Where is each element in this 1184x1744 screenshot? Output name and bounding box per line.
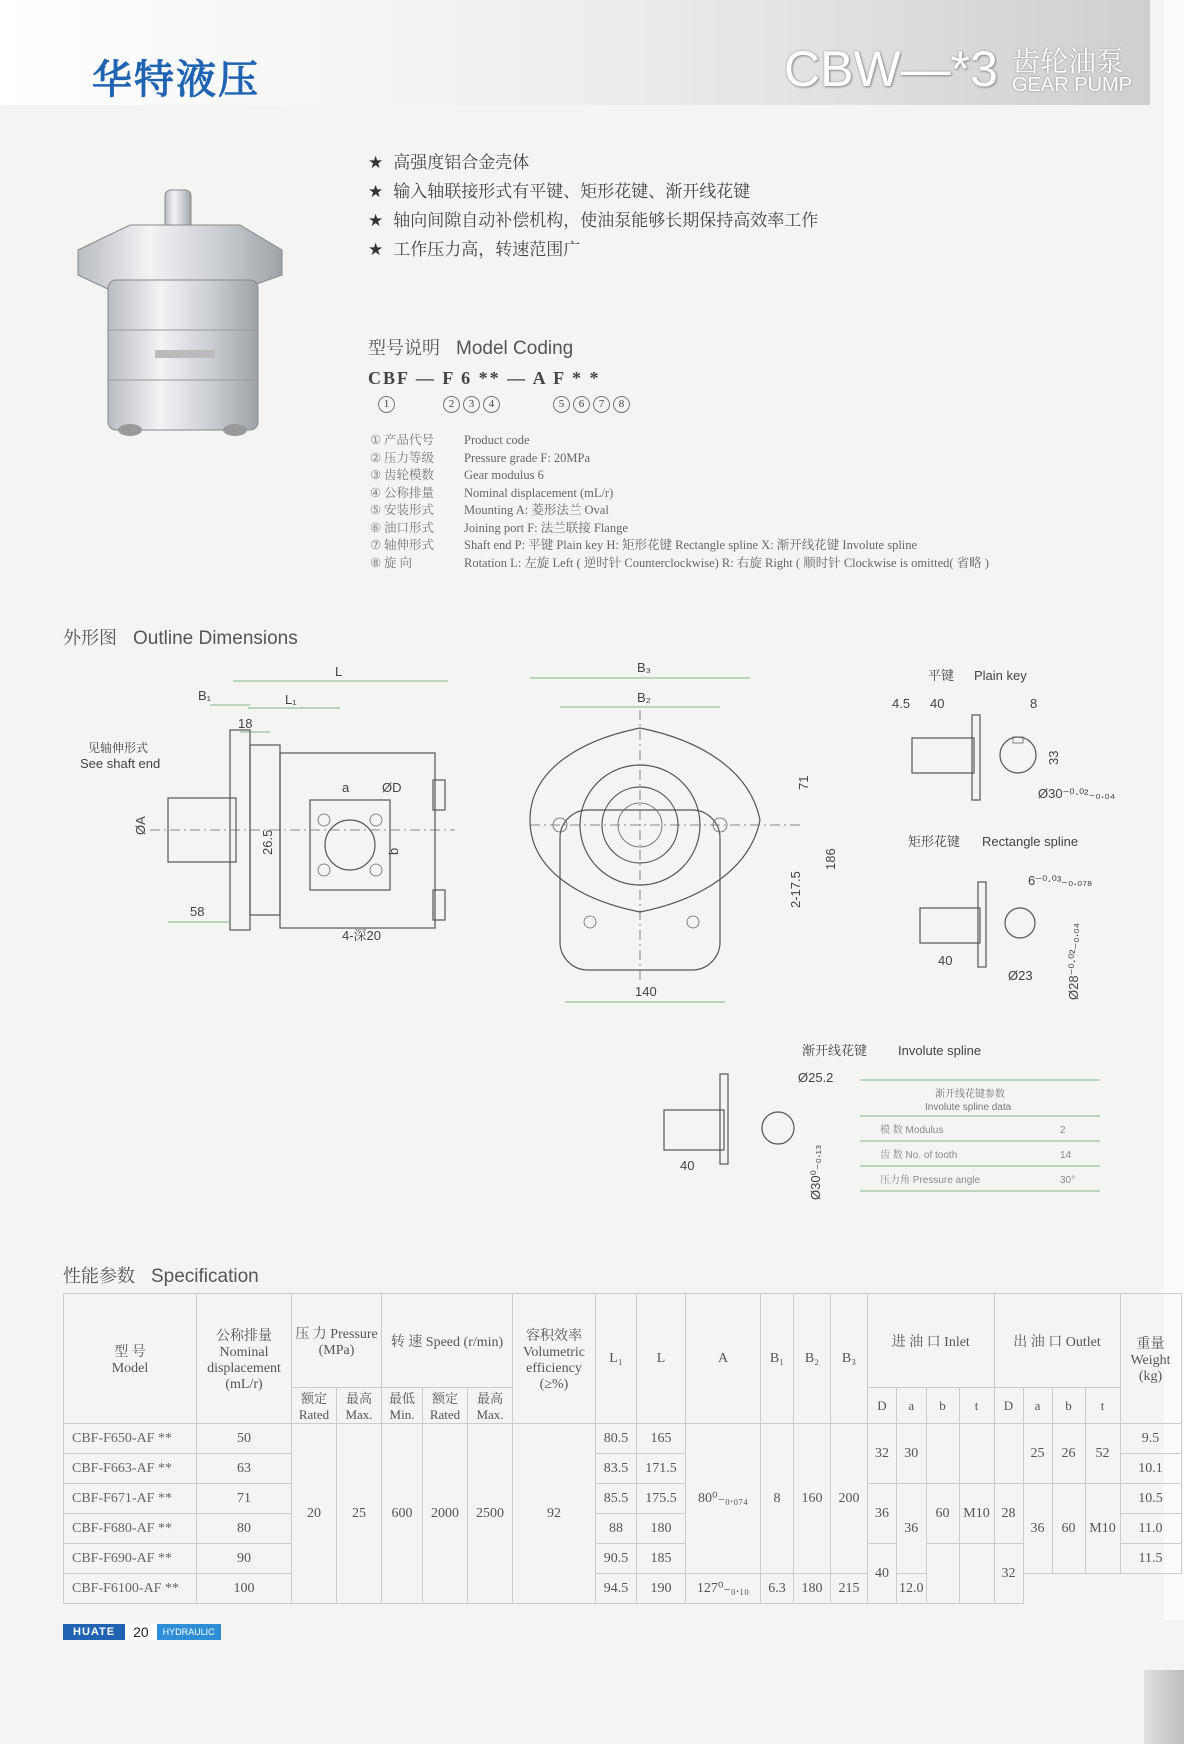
hdr-port: t [959, 1388, 994, 1424]
dim-plain-30: Ø30⁻⁰·⁰²₋₀.₀₄ [1038, 786, 1116, 801]
hdr-port: a [1023, 1388, 1052, 1424]
footer-brand: HUATE [63, 1624, 125, 1640]
dim-58: 58 [190, 904, 205, 919]
plain-key-cn: 平键 [928, 669, 955, 684]
hdr-B1: B₁ [761, 1294, 794, 1424]
involute-row-label: 模 数 Modulus [880, 1125, 944, 1136]
dim-rect-28: Ø28⁻⁰·⁰²₋₀.₀₄ [1066, 922, 1081, 1000]
involute-table-title-en: Involute spline data [925, 1102, 1012, 1113]
dim-2-17-5: 2-17.5 [788, 871, 803, 908]
see-shaft-en: See shaft end [80, 756, 161, 771]
hdr-sub: 额定 Rated [423, 1388, 468, 1424]
involute-cn: 渐开线花键 [802, 1044, 868, 1059]
involute-row-value: 14 [1060, 1150, 1072, 1161]
hdr-B3: B₃ [831, 1294, 868, 1424]
dim-140: 140 [635, 984, 657, 999]
feature-item: ★ 输入轴联接形式有平键、矩形花键、渐开线花键 [368, 182, 751, 201]
page-footer [63, 1623, 221, 1641]
feature-item: ★ 轴向间隙自动补偿机构，使油泵能够长期保持高效率工作 [368, 211, 819, 230]
star-icon: ★ [368, 240, 384, 259]
hdr-sub: 最高 Max. [337, 1388, 382, 1424]
dim-26-5: 26.5 [260, 829, 275, 855]
outline-title: 外形图 Outline Dimensions [63, 628, 298, 649]
side-view [80, 664, 455, 943]
dim-plain-33: 33 [1046, 750, 1061, 765]
feature-item: ★ 工作压力高，转速范围广 [368, 240, 581, 259]
code-legend-item: ③ 齿轮模数 Gear modulus 6 [370, 468, 544, 482]
model-title: CBW—*3 [784, 41, 998, 97]
see-shaft-cn: 见轴伸形式 [88, 741, 149, 755]
code-legend-item: ① 产品代号 Product code [370, 433, 530, 447]
table-row: CBF-F690-AF ** 90 90.5 185 40 32 11.5 [64, 1544, 1182, 1574]
code-legend-item: ⑤ 安装形式 Mounting A: 菱形法兰 Oval [370, 503, 609, 517]
product-title-cn: 齿轮油泵 [1012, 45, 1125, 78]
feature-list [368, 148, 818, 264]
table-row: CBF-F650-AF ** 50 20 25 600 2000 2500 92 80.5 165 80⁰₋₀.₀₇₄ 8 160 200 32 30 25 26 52 9.5 [64, 1424, 1182, 1454]
hdr-port: b [926, 1388, 959, 1424]
code-legend-item: ⑧ 旋 向 Rotation L: 左旋 Left ( 逆时针 Counterclockwise) R: 右旋 Right ( 顺时针 Clockwise is omitted( 省略 ) [370, 555, 989, 570]
hdr-port: t [1085, 1388, 1120, 1424]
hdr-inlet: 进 油 口 Inlet [868, 1294, 995, 1388]
plain-key-en: Plain key [974, 668, 1027, 683]
code-legend-item: ② 压力等级 Pressure grade F: 20MPa [370, 450, 591, 465]
page-number: 20 [125, 1624, 157, 1640]
dim-plain-4-5: 4.5 [892, 696, 911, 711]
table-row: CBF-F6100-AF ** 100 94.5 190 127⁰₋₀.₁₀ 6.3 180 215 12.0 [64, 1574, 1182, 1604]
dim-B3: B₃ [637, 660, 651, 675]
feature-item: ★ 高强度铝合金壳体 [368, 153, 530, 172]
code-legend-item: ⑦ 轴伸形式 Shaft end P: 平键 Plain key H: 矩形花键 Rectangle spline X: 渐开线花键 Involute spline [370, 538, 918, 552]
dim-18: 18 [238, 716, 253, 731]
hdr-weight: 重量 Weight (kg) [1120, 1294, 1181, 1424]
involute-row-label: 齿 数 No. of tooth [880, 1150, 958, 1161]
involute-table-title-cn: 渐开线花键参数 [935, 1089, 1005, 1100]
hdr-speed: 转 速 Speed (r/min) [382, 1294, 513, 1388]
rect-spline-detail [908, 834, 1092, 1000]
hdr-outlet: 出 油 口 Outlet [994, 1294, 1120, 1388]
dim-rect-23: Ø23 [1008, 968, 1033, 983]
table-row: CBF-F671-AF ** 71 85.5 175.5 36 36 60 M10 28 36 60 M10 10.5 [64, 1484, 1182, 1514]
hdr-L1: L₁ [596, 1294, 637, 1424]
table-row: CBF-F680-AF ** 80 88 180 11.0 [64, 1514, 1182, 1544]
star-icon: ★ [368, 182, 384, 201]
hdr-sub: 最低 Min. [382, 1388, 423, 1424]
hdr-eff: 容积效率 Volumetric efficiency (≥%) [513, 1294, 596, 1424]
dim-B2: B₂ [637, 690, 651, 705]
rect-spline-cn: 矩形花键 [908, 835, 961, 850]
outline-drawing [60, 650, 1120, 1210]
pump-photo [70, 180, 290, 440]
spec-title: 性能参数 Specification [63, 1266, 259, 1287]
hdr-B2: B₂ [794, 1294, 831, 1424]
front-view [530, 660, 838, 1002]
model-coding-title: 型号说明 Model Coding [368, 338, 574, 359]
dim-186: 186 [823, 848, 838, 870]
hdr-disp: 公称排量 Nominal displacement (mL/r) [197, 1294, 292, 1424]
involute-data-table [860, 1080, 1100, 1191]
hdr-port: a [897, 1388, 927, 1424]
code-index-2-4: 2 3 4 [443, 396, 503, 413]
hdr-A: A [686, 1294, 761, 1424]
dim-A: ØA [133, 816, 148, 835]
spec-table [63, 1293, 1182, 1604]
code-legend-item: ④ 公称排量 Nominal displacement (mL/r) [370, 485, 614, 500]
code-legend-item: ⑥ 油口形式 Joining port F: 法兰联接 Flange [370, 520, 628, 535]
plain-key-detail [892, 668, 1115, 801]
dim-b: b [386, 847, 401, 855]
table-row: CBF-F663-AF ** 63 83.5 171.5 10.1 [64, 1454, 1182, 1484]
dim-71: 71 [796, 775, 811, 790]
code-index-1: 1 [378, 396, 398, 413]
hdr-model: 型 号 Model [64, 1294, 197, 1424]
rect-spline-en: Rectangle spline [982, 834, 1079, 849]
code-legend [370, 430, 989, 570]
hdr-sub: 额定 Rated [292, 1388, 337, 1424]
hdr-sub: 最高 Max. [468, 1388, 513, 1424]
hdr-port: D [868, 1388, 897, 1424]
page-corner [1144, 1670, 1184, 1744]
hdr-pressure: 压 力 Pressure (MPa) [292, 1294, 382, 1388]
dim-a: a [342, 780, 350, 795]
dim-inv-40: 40 [680, 1158, 695, 1173]
star-icon: ★ [368, 153, 384, 172]
involute-row-value: 2 [1060, 1125, 1066, 1136]
brand-logo-text: 华特液压 [92, 57, 260, 103]
dim-L: L [335, 664, 343, 679]
involute-row-value: 30° [1060, 1175, 1076, 1186]
star-icon: ★ [368, 211, 384, 230]
dim-rect-6: 6⁻⁰·⁰³₋₀.₀₇₈ [1028, 873, 1093, 888]
involute-en: Involute spline [898, 1043, 982, 1058]
product-title-en: GEAR PUMP [1012, 74, 1133, 96]
footer-tag: HYDRAULIC [157, 1624, 221, 1640]
dim-inv-30: Ø30⁰₋₀.₁₃ [808, 1144, 823, 1200]
dim-B1: B₁ [198, 688, 212, 703]
dim-L1: L₁ [285, 692, 297, 707]
dim-plain-40: 40 [930, 696, 945, 711]
code-index-5-8: 5 6 7 8 [553, 396, 633, 413]
dim-inv-25-2: Ø25.2 [798, 1070, 834, 1085]
dim-plain-8: 8 [1030, 696, 1038, 711]
dim-D: ØD [382, 780, 402, 795]
dim-rect-40: 40 [938, 953, 953, 968]
dim-4-deep20: 4-深20 [342, 928, 382, 943]
hdr-L: L [637, 1294, 686, 1424]
hdr-port: b [1052, 1388, 1085, 1424]
model-code: CBF — F 6 ** — A F * * [368, 368, 601, 388]
hdr-port: D [994, 1388, 1023, 1424]
involute-row-label: 压力角 Pressure angle [880, 1175, 981, 1186]
